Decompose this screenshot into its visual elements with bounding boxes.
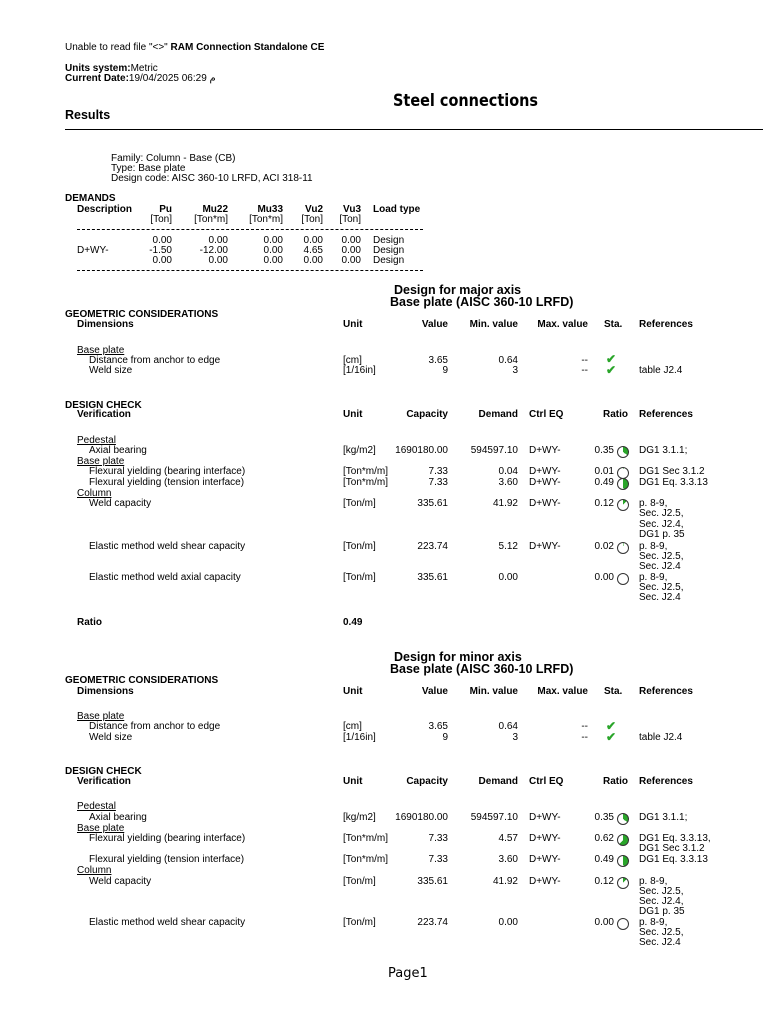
ratio-value: 0.49 [343, 617, 363, 628]
demands-col-vu3: Vu3 [343, 204, 361, 215]
demands-unit: [Ton*m] [249, 214, 283, 225]
minor-geo-title: GEOMETRIC CONSIDERATIONS [65, 675, 219, 686]
demands-dash-bottom [77, 270, 423, 271]
units-line: Units system:Metric [65, 63, 158, 74]
title-rule [65, 129, 763, 130]
ratio-pie-icon [617, 855, 629, 867]
minor-title: Design for minor axis [394, 650, 522, 664]
group-base-plate: Base plate [77, 456, 125, 467]
demands-unit: [Ton] [339, 214, 361, 225]
check-icon: ✔ [606, 730, 617, 744]
ratio-pie-icon [617, 499, 629, 511]
demands-unit: [Ton*m] [194, 214, 228, 225]
ratio-pie-icon [617, 813, 629, 825]
ratio-pie-icon [617, 478, 629, 490]
major-title: Design for major axis [394, 283, 522, 297]
demands-dash-top [77, 229, 423, 230]
major-subtitle: Base plate (AISC 360-10 LRFD) [390, 295, 574, 309]
demands-unit: [Ton] [301, 214, 323, 225]
ratio-pie-icon [617, 877, 629, 889]
major-check-title: DESIGN CHECK [65, 400, 142, 411]
minor-check-title: DESIGN CHECK [65, 766, 142, 777]
demands-col-pu: Pu [159, 204, 172, 215]
major-geo-title: GEOMETRIC CONSIDERATIONS [65, 309, 219, 320]
type-text: Type: Base plate [111, 163, 186, 174]
code-text: Design code: AISC 360-10 LRFD, ACI 318-11 [111, 173, 313, 184]
results-heading: Results [65, 108, 111, 122]
group-base-plate: Base plate [77, 823, 125, 834]
check-icon: ✔ [606, 352, 617, 366]
minor-geo-group: Base plate [77, 711, 125, 722]
demands-title: DEMANDS [65, 193, 116, 204]
demands-col-description: Description [77, 204, 133, 215]
check-icon: ✔ [606, 719, 617, 733]
major-geo-group: Base plate [77, 345, 125, 356]
group-column: Column [77, 488, 112, 499]
page-number: Page1 [388, 966, 428, 981]
minor-subtitle: Base plate (AISC 360-10 LRFD) [390, 662, 574, 676]
date-line: Current Date:19/04/2025 06:29 م [65, 73, 216, 84]
demands-unit: [Ton] [150, 214, 172, 225]
ratio-pie-icon [617, 573, 629, 585]
demands-col-vu2: Vu2 [305, 204, 323, 215]
demands-col-mu22: Mu22 [202, 204, 228, 215]
ratio-pie-icon [617, 918, 629, 930]
demands-col-mu33: Mu33 [257, 204, 283, 215]
header-error: Unable to read file "<>" RAM Connection Standalone CE [65, 42, 325, 53]
ratio-label: Ratio [77, 617, 102, 628]
check-icon: ✔ [606, 363, 617, 377]
family-text: Family: Column - Base (CB) [111, 153, 236, 164]
ratio-pie-icon [617, 542, 629, 554]
group-pedestal: Pedestal [77, 435, 116, 446]
ratio-pie-icon [617, 834, 629, 846]
ratio-pie-icon [617, 446, 629, 458]
group-pedestal: Pedestal [77, 801, 116, 812]
group-column: Column [77, 865, 112, 876]
demands-col-loadtype: Load type [373, 204, 421, 215]
page-title: Steel connections [393, 91, 539, 111]
